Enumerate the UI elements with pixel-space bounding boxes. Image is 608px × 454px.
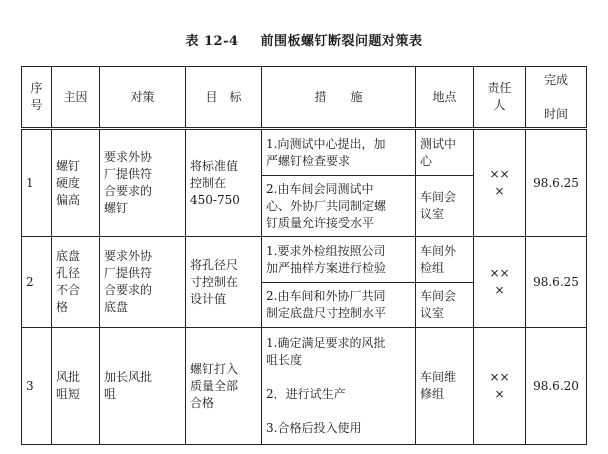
row3-location-1: 车间维 修组: [416, 328, 474, 445]
row3-target: 螺钉打入 质量全部 合格: [186, 328, 262, 445]
header-countermeasure-label: 对策: [130, 89, 155, 104]
header-seq: [22, 67, 52, 129]
spacer: [266, 403, 411, 420]
row3-measure-2: 2．进行试生产: [266, 387, 346, 401]
row3-measure-1: 1.确定满足要求的风批 咀长度: [266, 336, 386, 367]
table-row: [22, 328, 587, 445]
row2-seq: 2: [22, 237, 52, 328]
header-completion-label: 完成 时间: [543, 72, 568, 121]
row1-seq: 1: [22, 129, 52, 237]
row3-responsible: ×× ×: [474, 328, 526, 445]
table-number: 表 12-4: [185, 34, 239, 49]
row3-measures: [262, 328, 416, 445]
row3-measure-3: 3.合格后投入使用: [266, 421, 362, 435]
header-target: [186, 67, 262, 129]
table-row: [22, 129, 587, 176]
row2-target: 将孔径尺 寸控制在 设计值: [186, 237, 262, 328]
header-measures: [262, 67, 416, 129]
row3-cause: 风批 咀短: [52, 328, 100, 445]
header-cause-label: 主因: [63, 89, 88, 104]
header-seq-label: 序 号: [30, 81, 43, 112]
header-location: [416, 67, 474, 129]
row2-location-1: 车间外 检组: [416, 237, 474, 283]
table-row: [22, 237, 587, 283]
row2-countermeasure: 要求外协 厂提供符 合要求的 底盘: [100, 237, 186, 328]
row2-completion: 98.6.25: [526, 237, 587, 328]
table-title: 前围板螺钉断裂问题对策表: [260, 34, 423, 49]
row2-responsible: ×× ×: [474, 237, 526, 328]
row3-countermeasure: 加长风批 咀: [100, 328, 186, 445]
row3-seq: 3: [22, 328, 52, 445]
row1-location-1: 测试中 心: [416, 129, 474, 176]
header-cause: [52, 67, 100, 129]
header-measures-label: 措 施: [314, 89, 363, 104]
header-responsible: [474, 67, 526, 129]
row2-cause: 底盘 孔径 不合 格: [52, 237, 100, 328]
row2-measure-1: 1.要求外检组按照公司 加严抽样方案进行检验: [262, 237, 416, 283]
row1-completion: 98.6.25: [526, 129, 587, 237]
spacer: [266, 369, 411, 386]
row1-target: 将标准值 控制在 450-750: [186, 129, 262, 237]
row1-location-2: 车间会 议室: [416, 176, 474, 237]
row1-cause: 螺钉 硬度 偏高: [52, 129, 100, 237]
header-responsible-label: 责任 人: [487, 81, 512, 112]
header-completion: [526, 67, 587, 129]
header-countermeasure: [100, 67, 186, 129]
row1-responsible: ×× ×: [474, 129, 526, 237]
header-location-label: 地点: [432, 89, 457, 104]
row2-location-2: 车间会 议室: [416, 283, 474, 328]
countermeasure-table: [21, 66, 587, 445]
row1-countermeasure: 要求外协 厂提供符 合要求的 螺钉: [100, 129, 186, 237]
table-caption: [0, 30, 608, 49]
header-row: [22, 67, 587, 129]
row3-completion: 98.6.20: [526, 328, 587, 445]
header-target-label: 目 标: [205, 89, 242, 104]
row1-measure-1: 1.向测试中心提出，加 严螺钉检查要求: [262, 129, 416, 176]
row2-measure-2: 2.由车间和外协厂共同 制定底盘尺寸控制水平: [262, 283, 416, 328]
row1-measure-2: 2.由车间会同测试中 心、外协厂共同制定螺 钉质量允许接受水平: [262, 176, 416, 237]
